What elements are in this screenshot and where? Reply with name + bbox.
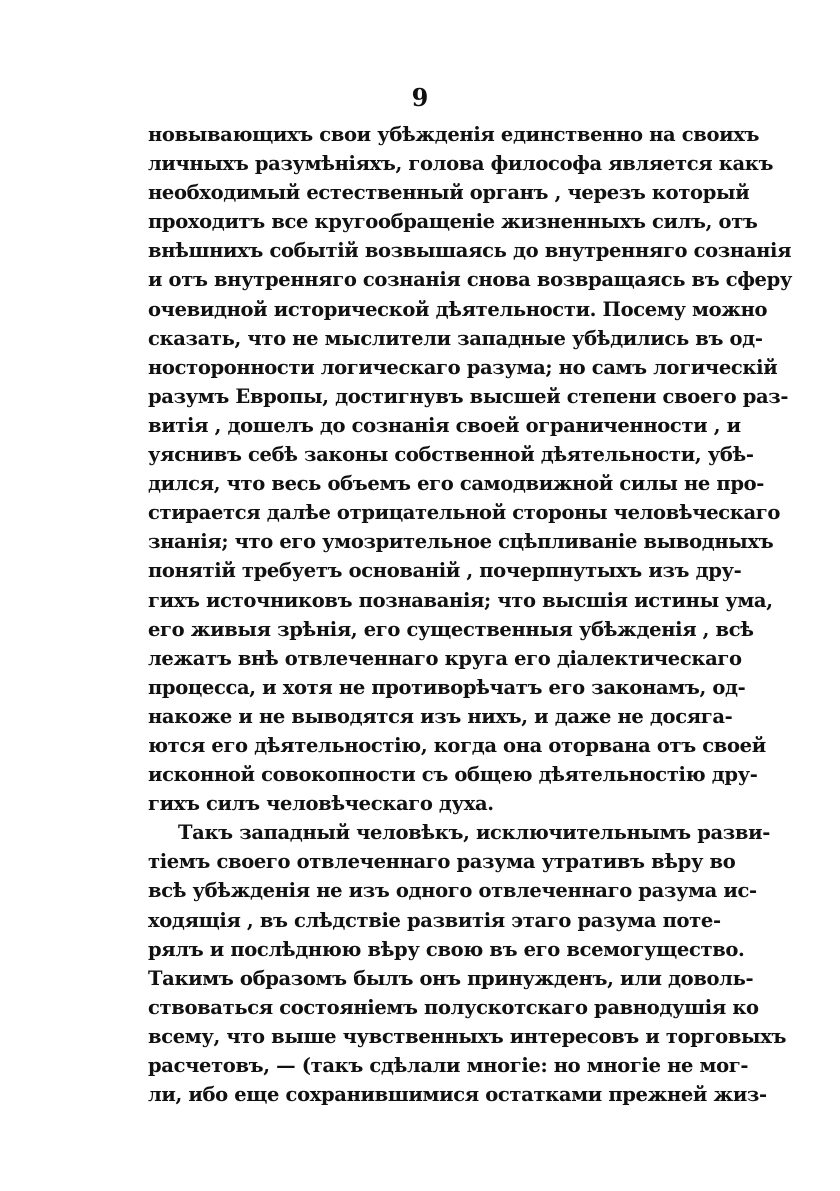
text-line: ли, ибо еще сохранившимися остатками прежней жиз- — [148, 1083, 767, 1107]
text-line: новывающихъ свои убѣжденія единственно на своихъ — [148, 123, 760, 146]
text-line: проходитъ все кругообращеніе жизненныхъ силъ, отъ — [148, 210, 758, 234]
text-line: очевидной исторической дѣятельности. Посему можно — [148, 297, 768, 321]
text-line: знанія; что его умозрительное сцѣпливаніе выводныхъ — [148, 530, 774, 554]
text-line: расчетовъ, — (такъ сдѣлали многіе: но многіе не мог- — [148, 1054, 749, 1077]
text-line: ствоваться состояніемъ полускотскаго равнодушія ко — [148, 995, 759, 1019]
page-number: 9 — [411, 83, 429, 112]
text-line: дился, что весь объемъ его самодвижной силы не про- — [148, 472, 765, 496]
paragraph-start-line: Такъ западный человѣкъ, исключительнымъ разви- — [178, 821, 770, 845]
text-line: личныхъ разумѣніяхъ, голова философа является какъ — [148, 152, 774, 176]
text-line: всѣ убѣжденія не изъ одного отвлеченнаго разума ис- — [148, 879, 757, 903]
text-line: процесса, и хотя не противорѣчатъ его законамъ, од- — [148, 675, 746, 699]
text-line: уяснивъ себѣ законы собственной дѣятельности, убѣ- — [148, 443, 754, 467]
text-line: витія , дошелъ до сознанія своей ограниченности , и — [148, 413, 741, 437]
text-line: носторонности логическаго разума; но самъ логическій — [148, 355, 778, 379]
body-text — [148, 120, 793, 1109]
text-line: внѣшнихъ событій возвышаясь до внутренняго сознанія — [148, 239, 792, 263]
text-line: его живыя зрѣнія, его существенныя убѣжденія , всѣ — [148, 617, 754, 641]
paragraph-end-line: гихъ силъ человѣческаго духа. — [148, 792, 494, 816]
text-line: понятій требуетъ основаній , почерпнутыхъ изъ дру- — [148, 559, 742, 583]
text-line: сказать, что не мыслители западные убѣдились въ од- — [148, 326, 763, 350]
text-line: исконной совокопности съ общею дѣятельностію дру- — [148, 763, 758, 787]
text-line: стирается далѣе отрицательной стороны человѣческаго — [148, 501, 781, 525]
text-line: всему, что выше чувственныхъ интересовъ и торговыхъ — [148, 1024, 787, 1048]
text-line: Такимъ образомъ былъ онъ принужденъ, или доволь- — [148, 966, 754, 990]
text-line: рялъ и послѣднюю вѣру свою въ его всемогущество. — [148, 937, 745, 961]
text-line: необходимый естественный органъ , черезъ который — [148, 181, 750, 205]
text-line: ются его дѣятельностію, когда она оторвана отъ своей — [148, 733, 766, 757]
text-line: и отъ внутренняго сознанія снова возвращаясь въ сферу — [148, 268, 793, 292]
text-line: накоже и не выводятся изъ нихъ, и даже не досяга- — [148, 704, 733, 728]
text-line: ходящія , въ слѣдствіе развитія этаго разума поте- — [148, 908, 721, 932]
text-line: гихъ источниковъ познаванія; что высшія истины ума, — [148, 588, 773, 612]
text-line: лежатъ внѣ отвлеченнаго круга его діалектическаго — [148, 646, 742, 670]
text-line: тіемъ своего отвлеченнаго разума утративъ вѣру во — [148, 850, 736, 874]
text-line: разумъ Европы, достигнувъ высшей степени своего раз- — [148, 384, 789, 408]
